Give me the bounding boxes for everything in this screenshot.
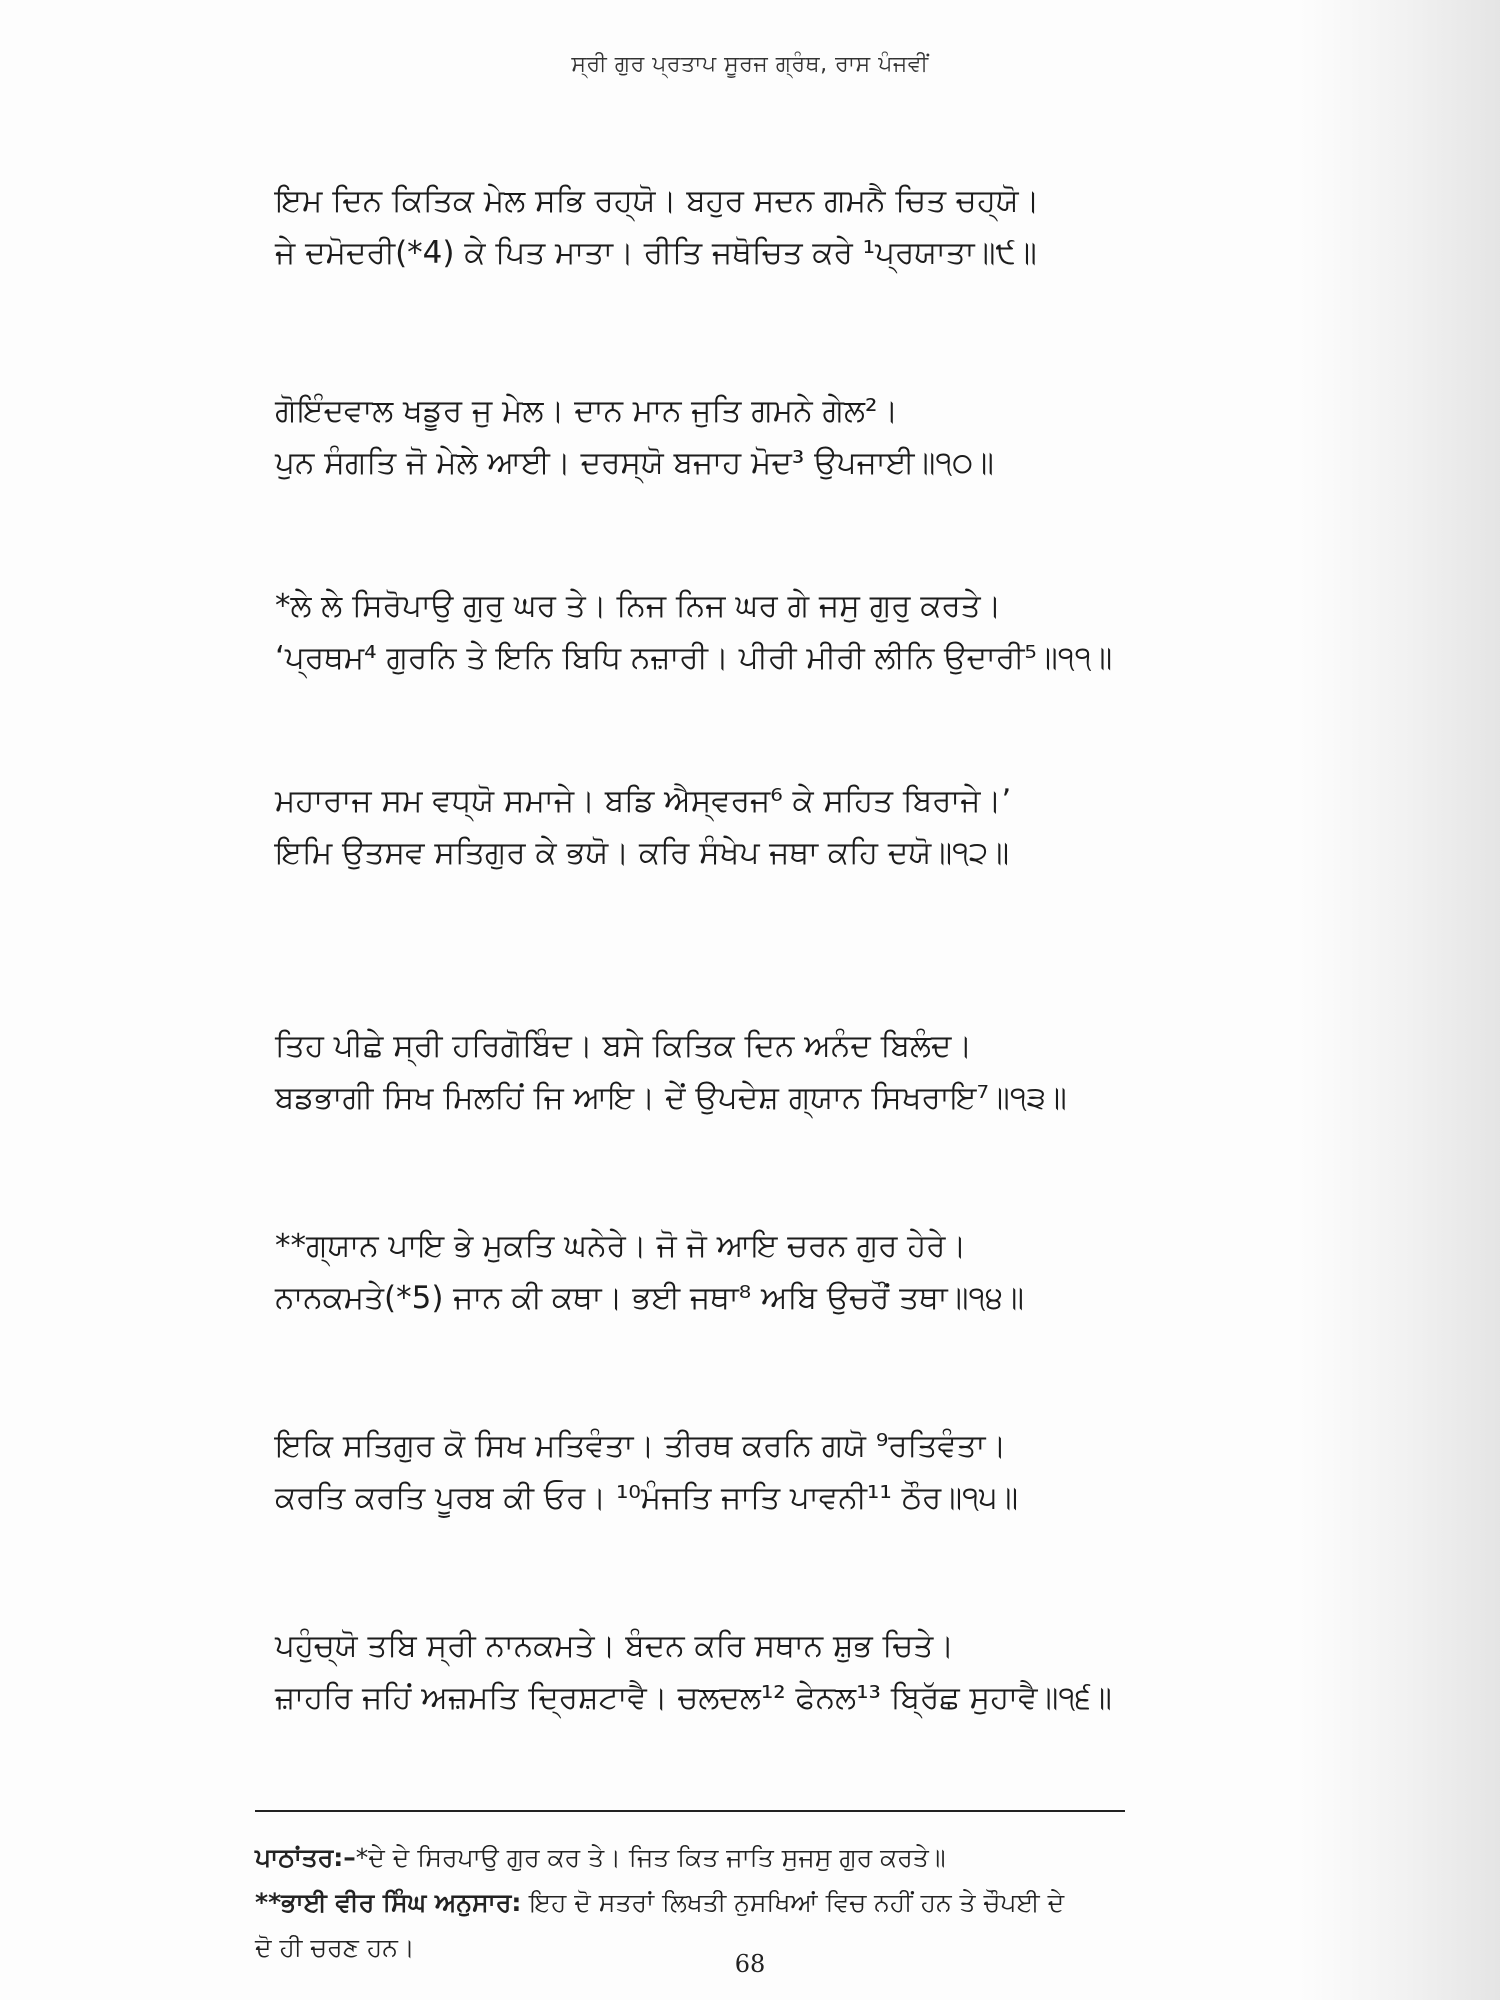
stanza-16 [275,1620,1275,1724]
page-number: 68 [734,1950,766,1978]
verse-line: ਇਮ ਦਿਨ ਕਿਤਿਕ ਮੇਲ ਸਭਿ ਰਹ੍ਯੋ। ਬਹੁਰ ਸਦਨ ਗਮਨੈ ਚਿਤ ਚਹ੍ਯੋ। [275,183,1040,219]
verse-line: *ਲੇ ਲੇ ਸਿਰੋਪਾਉ ਗੁਰੁ ਘਰ ਤੇ। ਨਿਜ ਨਿਜ ਘਰ ਗੇ ਜਸੁ ਗੁਰੁ ਕਰਤੇ। [275,588,1002,624]
stanza-11 [275,580,1275,684]
stanza-14 [275,1220,1275,1324]
footnote-divider [255,1810,1125,1812]
editor-note-text: ਇਹ ਦੋ ਸਤਰਾਂ ਲਿਖਤੀ ਨੁਸਖਿਆਂ ਵਿਚ ਨਹੀਂ ਹਨ ਤੇ ਚੌਪਈ ਦੇ [521,1888,1065,1917]
running-header: ਸ੍ਰੀ ਗੁਰ ਪ੍ਰਤਾਪ ਸੂਰਜ ਗ੍ਰੰਥ, ਰਾਸ ਪੰਜਵੀਂ [571,52,929,77]
stanza-15 [275,1420,1275,1524]
verse-line: ਕਰਤਿ ਕਰਤਿ ਪੂਰਬ ਕੀ ਓਰ। ¹⁰ਮੰਜਤਿ ਜਾਤਿ ਪਾਵਨੀ¹¹ ਠੌਰ॥੧੫॥ [275,1480,1019,1516]
editor-note [255,1880,1255,1925]
variant-reading-note [255,1835,1255,1880]
stanza-9 [275,175,1275,279]
verse-line: ਮਹਾਰਾਜ ਸਮ ਵਧ੍ਯੋ ਸਮਾਜੇ। ਬਡਿ ਐਸ੍ਵਰਜ⁶ ਕੇ ਸਹਿਤ ਬਿਰਾਜੇ।’ [275,783,1012,819]
verse-line: ‘ਪ੍ਰਥਮ⁴ ਗੁਰਨਿ ਤੇ ਇਨਿ ਬਿਧਿ ਨਜ਼ਾਰੀ। ਪੀਰੀ ਮੀਰੀ ਲੀਨਿ ਉਦਾਰੀ⁵॥੧੧॥ [275,640,1113,676]
verse-line: ਜੇ ਦਮੋਦਰੀ(*4) ਕੇ ਪਿਤ ਮਾਤਾ। ਰੀਤਿ ਜਥੋਚਿਤ ਕਰੇ ¹ਪ੍ਰਯਾਤਾ॥੯॥ [275,235,1037,271]
verse-line: ਪੁਨ ਸੰਗਤਿ ਜੋ ਮੇਲੇ ਆਈ। ਦਰਸ੍ਯੋ ਬਜਾਹ ਮੋਦ³ ਉਪਜਾਈ॥੧੦॥ [275,445,994,481]
verse-line: ਇਮਿ ਉਤਸਵ ਸਤਿਗੁਰ ਕੇ ਭਯੋ। ਕਰਿ ਸੰਖੇਪ ਜਥਾ ਕਹਿ ਦਯੋ॥੧੨॥ [275,835,1010,871]
verse-line: ਇਕਿ ਸਤਿਗੁਰ ਕੋ ਸਿਖ ਮਤਿਵੰਤਾ। ਤੀਰਥ ਕਰਨਿ ਗਯੋ ⁹ਰਤਿਵੰਤਾ। [275,1428,1007,1464]
editor-note-continuation: ਦੋ ਹੀ ਚਰਣ ਹਨ। [255,1933,415,1962]
verse-line: ਗੋਇੰਦਵਾਲ ਖਡੂਰ ਜੁ ਮੇਲ। ਦਾਨ ਮਾਨ ਜੁਤਿ ਗਮਨੇ ਗੇਲ²। [275,393,899,429]
verse-line: **ਗ੍ਯਾਨ ਪਾਇ ਭੇ ਮੁਕਤਿ ਘਨੇਰੇ। ਜੋ ਜੋ ਆਇ ਚਰਨ ਗੁਰ ਹੇਰੇ। [275,1228,967,1264]
stanza-10 [275,385,1275,489]
verse-line: ਪਹੁੰਚ੍ਯੋ ਤਬਿ ਸ੍ਰੀ ਨਾਨਕਮਤੇ। ਬੰਦਨ ਕਰਿ ਸਥਾਨ ਸ਼ੁਭ ਚਿਤੇ। [275,1628,955,1664]
page-edge-shadow [1300,0,1500,2000]
variant-reading-label: ਪਾਠਾਂਤਰ:– [255,1843,356,1872]
stanza-12 [275,775,1275,879]
stanza-13 [275,1020,1275,1124]
verse-line: ਬਡਭਾਗੀ ਸਿਖ ਮਿਲਹਿਂ ਜਿ ਆਇ। ਦੇਂ ਉਪਦੇਸ਼ ਗ੍ਯਾਨ ਸਿਖਰਾਇ⁷॥੧੩॥ [275,1080,1067,1116]
verse-line: ਨਾਨਕਮਤੇ(*5) ਜਾਨ ਕੀ ਕਥਾ। ਭਈ ਜਥਾ⁸ ਅਬਿ ਉਚਰੌਂ ਤਥਾ॥੧੪॥ [275,1280,1025,1316]
editor-note-label: **ਭਾਈ ਵੀਰ ਸਿੰਘ ਅਨੁਸਾਰ: [255,1888,522,1917]
verse-line: ਤਿਹ ਪੀਛੇ ਸ੍ਰੀ ਹਰਿਗੋਬਿੰਦ। ਬਸੇ ਕਿਤਿਕ ਦਿਨ ਅਨੰਦ ਬਿਲੰਦ। [275,1028,973,1064]
variant-reading-text: *ਦੇ ਦੇ ਸਿਰਪਾਉ ਗੁਰ ਕਰ ਤੇ। ਜਿਤ ਕਿਤ ਜਾਤਿ ਸੁਜਸੁ ਗੁਰ ਕਰਤੇ॥ [355,1843,946,1872]
verse-line: ਜ਼ਾਹਰਿ ਜਹਿਂ ਅਜ਼ਮਤਿ ਦ੍ਰਿਸ਼ਟਾਵੈ। ਚਲਦਲ¹² ਫੇਨਲ¹³ ਬ੍ਰਿੱਛ ਸੁਹਾਵੈ॥੧੬॥ [275,1680,1112,1716]
